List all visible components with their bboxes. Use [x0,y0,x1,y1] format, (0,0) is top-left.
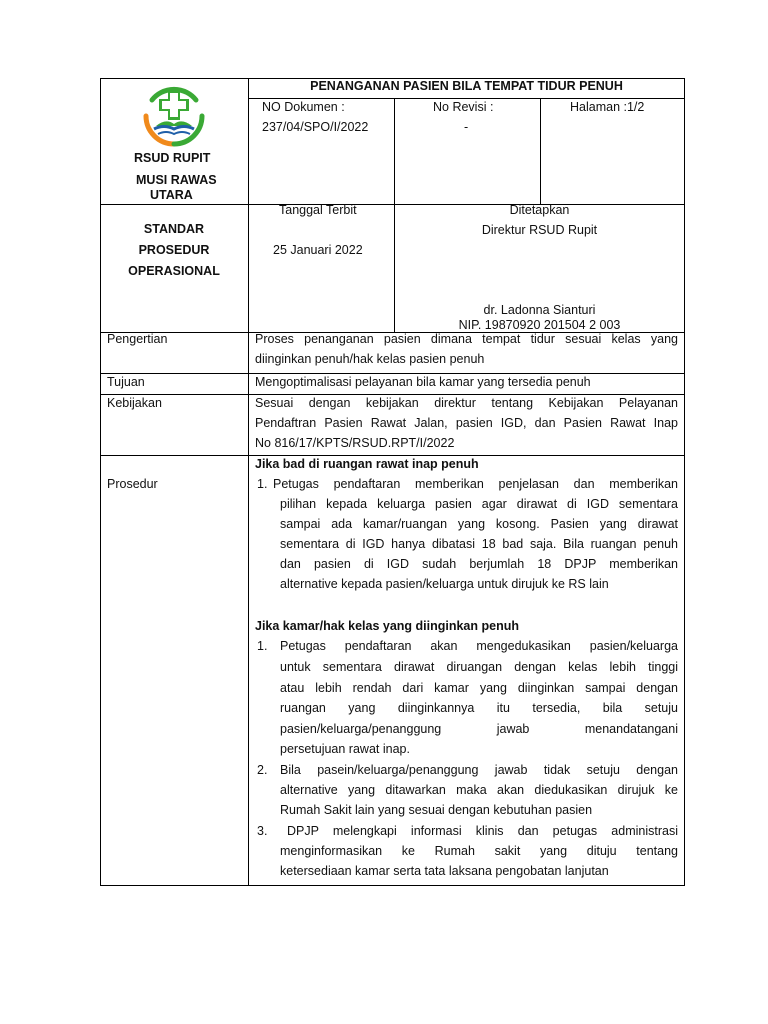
g2-item-1-number: 1. [257,639,268,653]
signer-name: dr. Ladonna Sianturi [483,303,596,317]
page-number: Halaman :1/2 [570,100,645,114]
revision-label: No Revisi : [433,100,494,114]
pengertian-line-1: Proses penanganan pasien dimana tempat tidur sesuai kelas yang [255,332,678,346]
left-column-divider [248,78,249,886]
g2-item-1-line-2: untuk sementara dirawat diruangan dengan kelas lebih tinggi [280,660,678,674]
sop-label-line-3: OPERASIONAL [128,264,220,278]
g1-item-1-line-5: dan pasien di IGD sudah berjumlah 18 DPJP memberikan [280,557,678,571]
hospital-name: RSUD RUPIT [134,151,211,165]
tujuan-label: Tujuan [107,375,145,389]
signer-nip: NIP. 19870920 201504 2 003 [458,318,621,332]
prosedur-label: Prosedur [107,477,158,491]
g1-item-1-number: 1. [257,477,268,491]
g1-item-1-line-1: Petugas pendaftaran memberikan penjelasan dan memberikan [273,477,678,491]
document-title: PENANGANAN PASIEN BILA TEMPAT TIDUR PENUH [310,79,623,93]
g2-item-2-line-3: Rumah Sakit lain yang sesuai dengan kebutuhan pasien [280,803,593,817]
sop-label-line-2: PROSEDUR [138,243,210,257]
sop-label-line-1: STANDAR [143,222,205,236]
tujuan-text: Mengoptimalisasi pelayanan bila kamar yang tersedia penuh [255,375,591,389]
g2-item-3-number: 3. [257,824,268,838]
prosedur-heading-1: Jika bad di ruangan rawat inap penuh [255,457,479,471]
g2-item-1-line-6: persetujuan rawat inap. [280,742,410,756]
g2-item-1-line-5: pasien/keluarga/penanggung jawab menandatangani [280,722,678,736]
doc-no-value: 237/04/SPO/I/2022 [262,120,369,134]
region-line-2: UTARA [150,188,193,202]
g2-item-2-line-2: alternative yang ditawarkan maka akan diedukasikan dirujuk ke [280,783,678,797]
kebijakan-line-1: Sesuai dengan kebijakan direktur tentang Kebijakan Pelayanan [255,396,678,410]
g1-item-1-line-6: alternative kepada pasien/keluarga untuk dirujuk ke RS lain [280,577,609,591]
revision-divider [540,98,541,204]
kebijakan-label: Kebijakan [107,396,162,410]
region-line-1: MUSI RAWAS [136,173,217,187]
approved-label: Ditetapkan [509,203,570,217]
g2-item-3-line-3: ketersediaan kamar serta tata laksana pengobatan lanjutan [280,864,609,878]
g2-item-1-line-3: atau lebih rendah dari kamar yang diinginkan sampai dengan [280,681,678,695]
g2-item-1-line-4: ruangan yang diinginkannya itu tersedia, bila setuju [280,701,678,715]
g1-item-1-line-2: pilihan kepada keluarga pasien agar dirawat di IGD sementara [280,497,678,511]
g1-item-1-line-4: sementara di IGD hanya dibatasi 18 bad saja. Bila ruangan penuh [280,537,678,551]
g2-item-3-line-1: DPJP melengkapi informasi klinis dan petugas administrasi [287,824,678,838]
approver-title: Direktur RSUD Rupit [481,223,598,237]
doc-no-label: NO Dokumen : [262,100,345,114]
g1-item-1-line-3: sampai ada kamar/ruangan yang kosong. Pasien yang dirawat [280,517,678,531]
g2-item-1-line-1: Petugas pendaftaran akan mengedukasikan pasien/keluarga [280,639,678,653]
issue-date-value: 25 Januari 2022 [273,243,363,257]
prosedur-heading-2: Jika kamar/hak kelas yang diinginkan penuh [255,619,519,633]
pengertian-label: Pengertian [107,332,168,346]
hospital-logo [138,82,210,150]
g2-item-2-line-1: Bila pasein/keluarga/penanggung jawab tidak setuju dengan [280,763,678,777]
pengertian-line-2: diinginkan penuh/hak kelas pasien penuh [255,352,485,366]
g2-item-3-line-2: menginformasikan ke Rumah sakit yang dituju tentang [280,844,678,858]
kebijakan-line-2: Pendaftran Pasien Rawat Jalan, pasien IGD, dan Pasien Rawat Inap [255,416,678,430]
doc-no-divider [394,98,395,204]
revision-value: - [464,120,469,134]
g2-item-2-number: 2. [257,763,268,777]
issue-date-label: Tanggal Terbit [279,203,357,217]
kebijakan-line-3: No 816/17/KPTS/RSUD.RPT/I/2022 [255,436,455,450]
